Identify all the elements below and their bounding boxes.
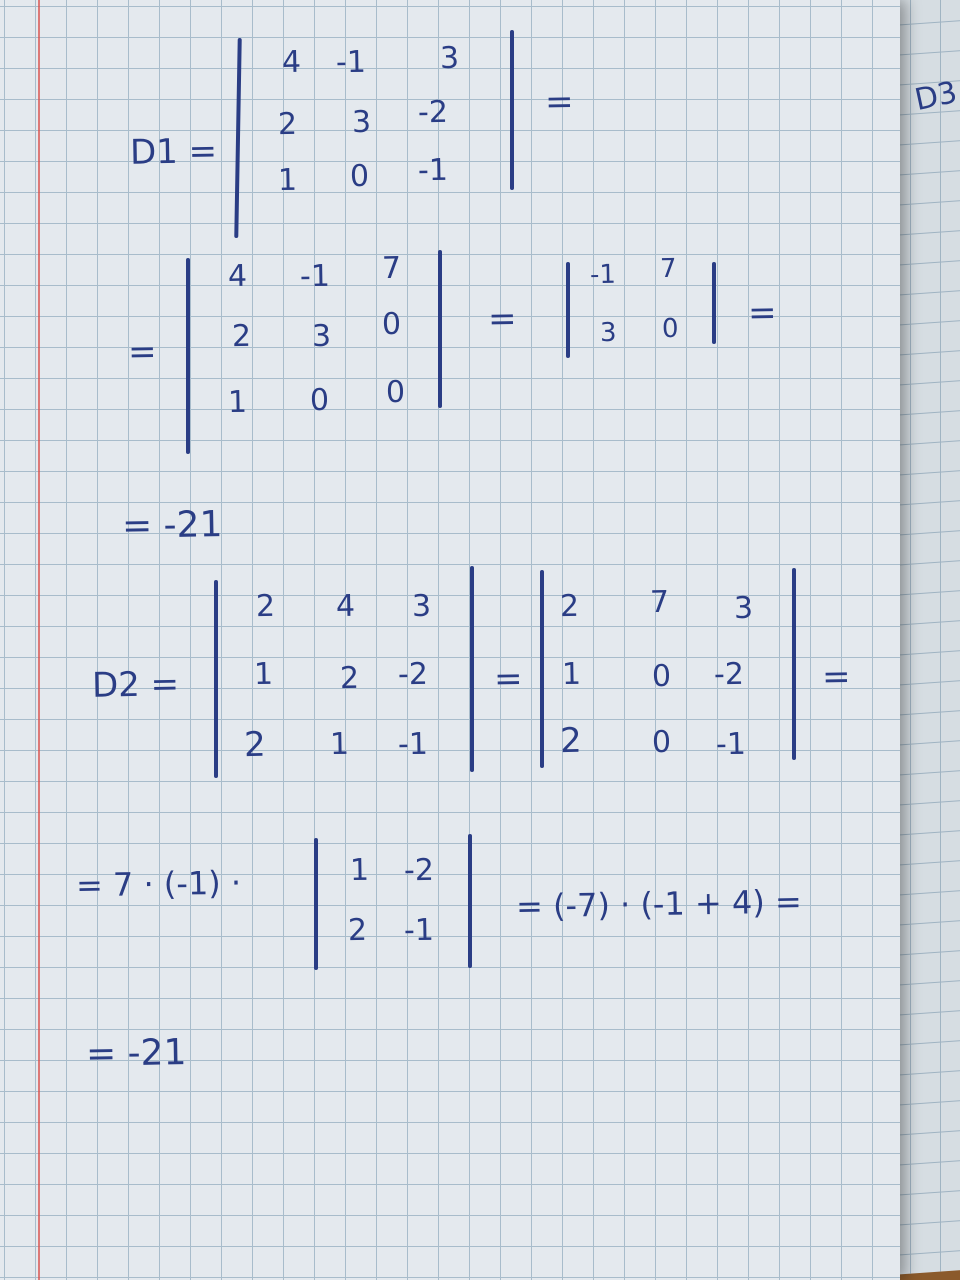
d2-expansion-prefix: = 7 · (-1) · xyxy=(75,863,242,905)
d1-step-bar-right xyxy=(438,250,442,408)
d1-s-0-2: 7 xyxy=(381,250,402,287)
d1-matrix-bar-right xyxy=(510,30,514,190)
d1-m-2-1: 0 xyxy=(349,158,370,195)
d1-m-1-0: 2 xyxy=(277,106,298,143)
d2-m-1-2: -2 xyxy=(397,656,429,693)
d1-minor-1-0: 3 xyxy=(599,317,617,349)
d1-minor-0-1: 7 xyxy=(659,253,677,285)
d2-step-bar-left xyxy=(540,570,544,768)
d1-minor-1-1: 0 xyxy=(661,313,679,345)
d1-eq-after: = xyxy=(544,81,574,123)
d2-s-0-1: 7 xyxy=(649,584,670,621)
d2-s-1-0: 1 xyxy=(561,656,582,693)
d2-m-2-0: 2 xyxy=(243,724,266,766)
d2-matrix-bar-right xyxy=(470,566,474,772)
d2-s-0-2: 3 xyxy=(733,590,754,627)
d1-step-bar-left xyxy=(186,258,190,454)
d1-s-0-1: -1 xyxy=(299,258,331,295)
d2-matrix-bar-left xyxy=(214,580,218,778)
d1-m-2-2: -1 xyxy=(417,152,449,189)
d2-m-2-1: 1 xyxy=(329,726,350,763)
d1-s-1-0: 2 xyxy=(231,318,252,355)
d2-s-0-0: 2 xyxy=(559,588,580,625)
d2-minor-0-1: -2 xyxy=(403,852,435,889)
d1-result: = -21 xyxy=(121,504,223,547)
d1-s-1-1: 3 xyxy=(311,318,332,355)
d2-minor-1-1: -1 xyxy=(403,912,435,949)
d2-m-0-1: 4 xyxy=(335,588,356,625)
d2-s-2-0: 2 xyxy=(559,720,582,762)
d1-eq-mid: = xyxy=(487,298,517,340)
d2-m-0-0: 2 xyxy=(255,588,276,625)
d2-eq-end: = xyxy=(821,656,851,698)
d2-minor-bar-right xyxy=(468,834,472,968)
d1-m-0-0: 4 xyxy=(281,44,302,81)
d2-s-1-2: -2 xyxy=(713,656,745,693)
d1-eq-end: = xyxy=(747,292,777,334)
d1-m-2-0: 1 xyxy=(277,162,298,199)
d1-s-2-0: 1 xyxy=(227,384,248,421)
d1-minor-bar-left xyxy=(566,262,570,358)
d1-s-2-1: 0 xyxy=(309,382,330,419)
d2-m-1-1: 2 xyxy=(339,660,360,697)
d2-m-1-0: 1 xyxy=(253,656,274,693)
edge-note: D3 xyxy=(911,75,960,119)
d2-minor-bar-left xyxy=(314,838,318,970)
d1-m-0-2: 3 xyxy=(439,40,460,77)
d2-expansion-result: = (-7) · (-1 + 4) = xyxy=(515,882,803,926)
d2-minor-1-0: 2 xyxy=(347,912,368,949)
d2-m-0-2: 3 xyxy=(411,588,432,625)
d1-s-0-0: 4 xyxy=(227,258,248,295)
d2-s-2-1: 0 xyxy=(651,724,672,761)
d2-m-2-2: -1 xyxy=(397,726,429,763)
d1-m-1-1: 3 xyxy=(351,104,372,141)
d2-s-1-1: 0 xyxy=(651,658,672,695)
d1-s-1-2: 0 xyxy=(381,306,402,343)
d2-eq-mid: = xyxy=(493,658,523,700)
margin-line xyxy=(38,0,40,1280)
d1-label: D1 = xyxy=(129,131,218,173)
d1-minor-bar-right xyxy=(712,262,716,344)
d1-m-0-1: -1 xyxy=(335,44,367,81)
d2-label: D2 = xyxy=(91,664,180,706)
d2-step-bar-right xyxy=(792,568,796,760)
d1-s-2-2: 0 xyxy=(385,374,406,411)
d1-minor-0-0: -1 xyxy=(589,259,617,291)
d2-minor-0-0: 1 xyxy=(349,852,370,889)
d1-eq-before-step: = xyxy=(127,331,157,373)
d2-result: = -21 xyxy=(85,1032,187,1075)
d1-m-1-2: -2 xyxy=(417,94,449,131)
d2-s-2-2: -1 xyxy=(715,726,747,763)
